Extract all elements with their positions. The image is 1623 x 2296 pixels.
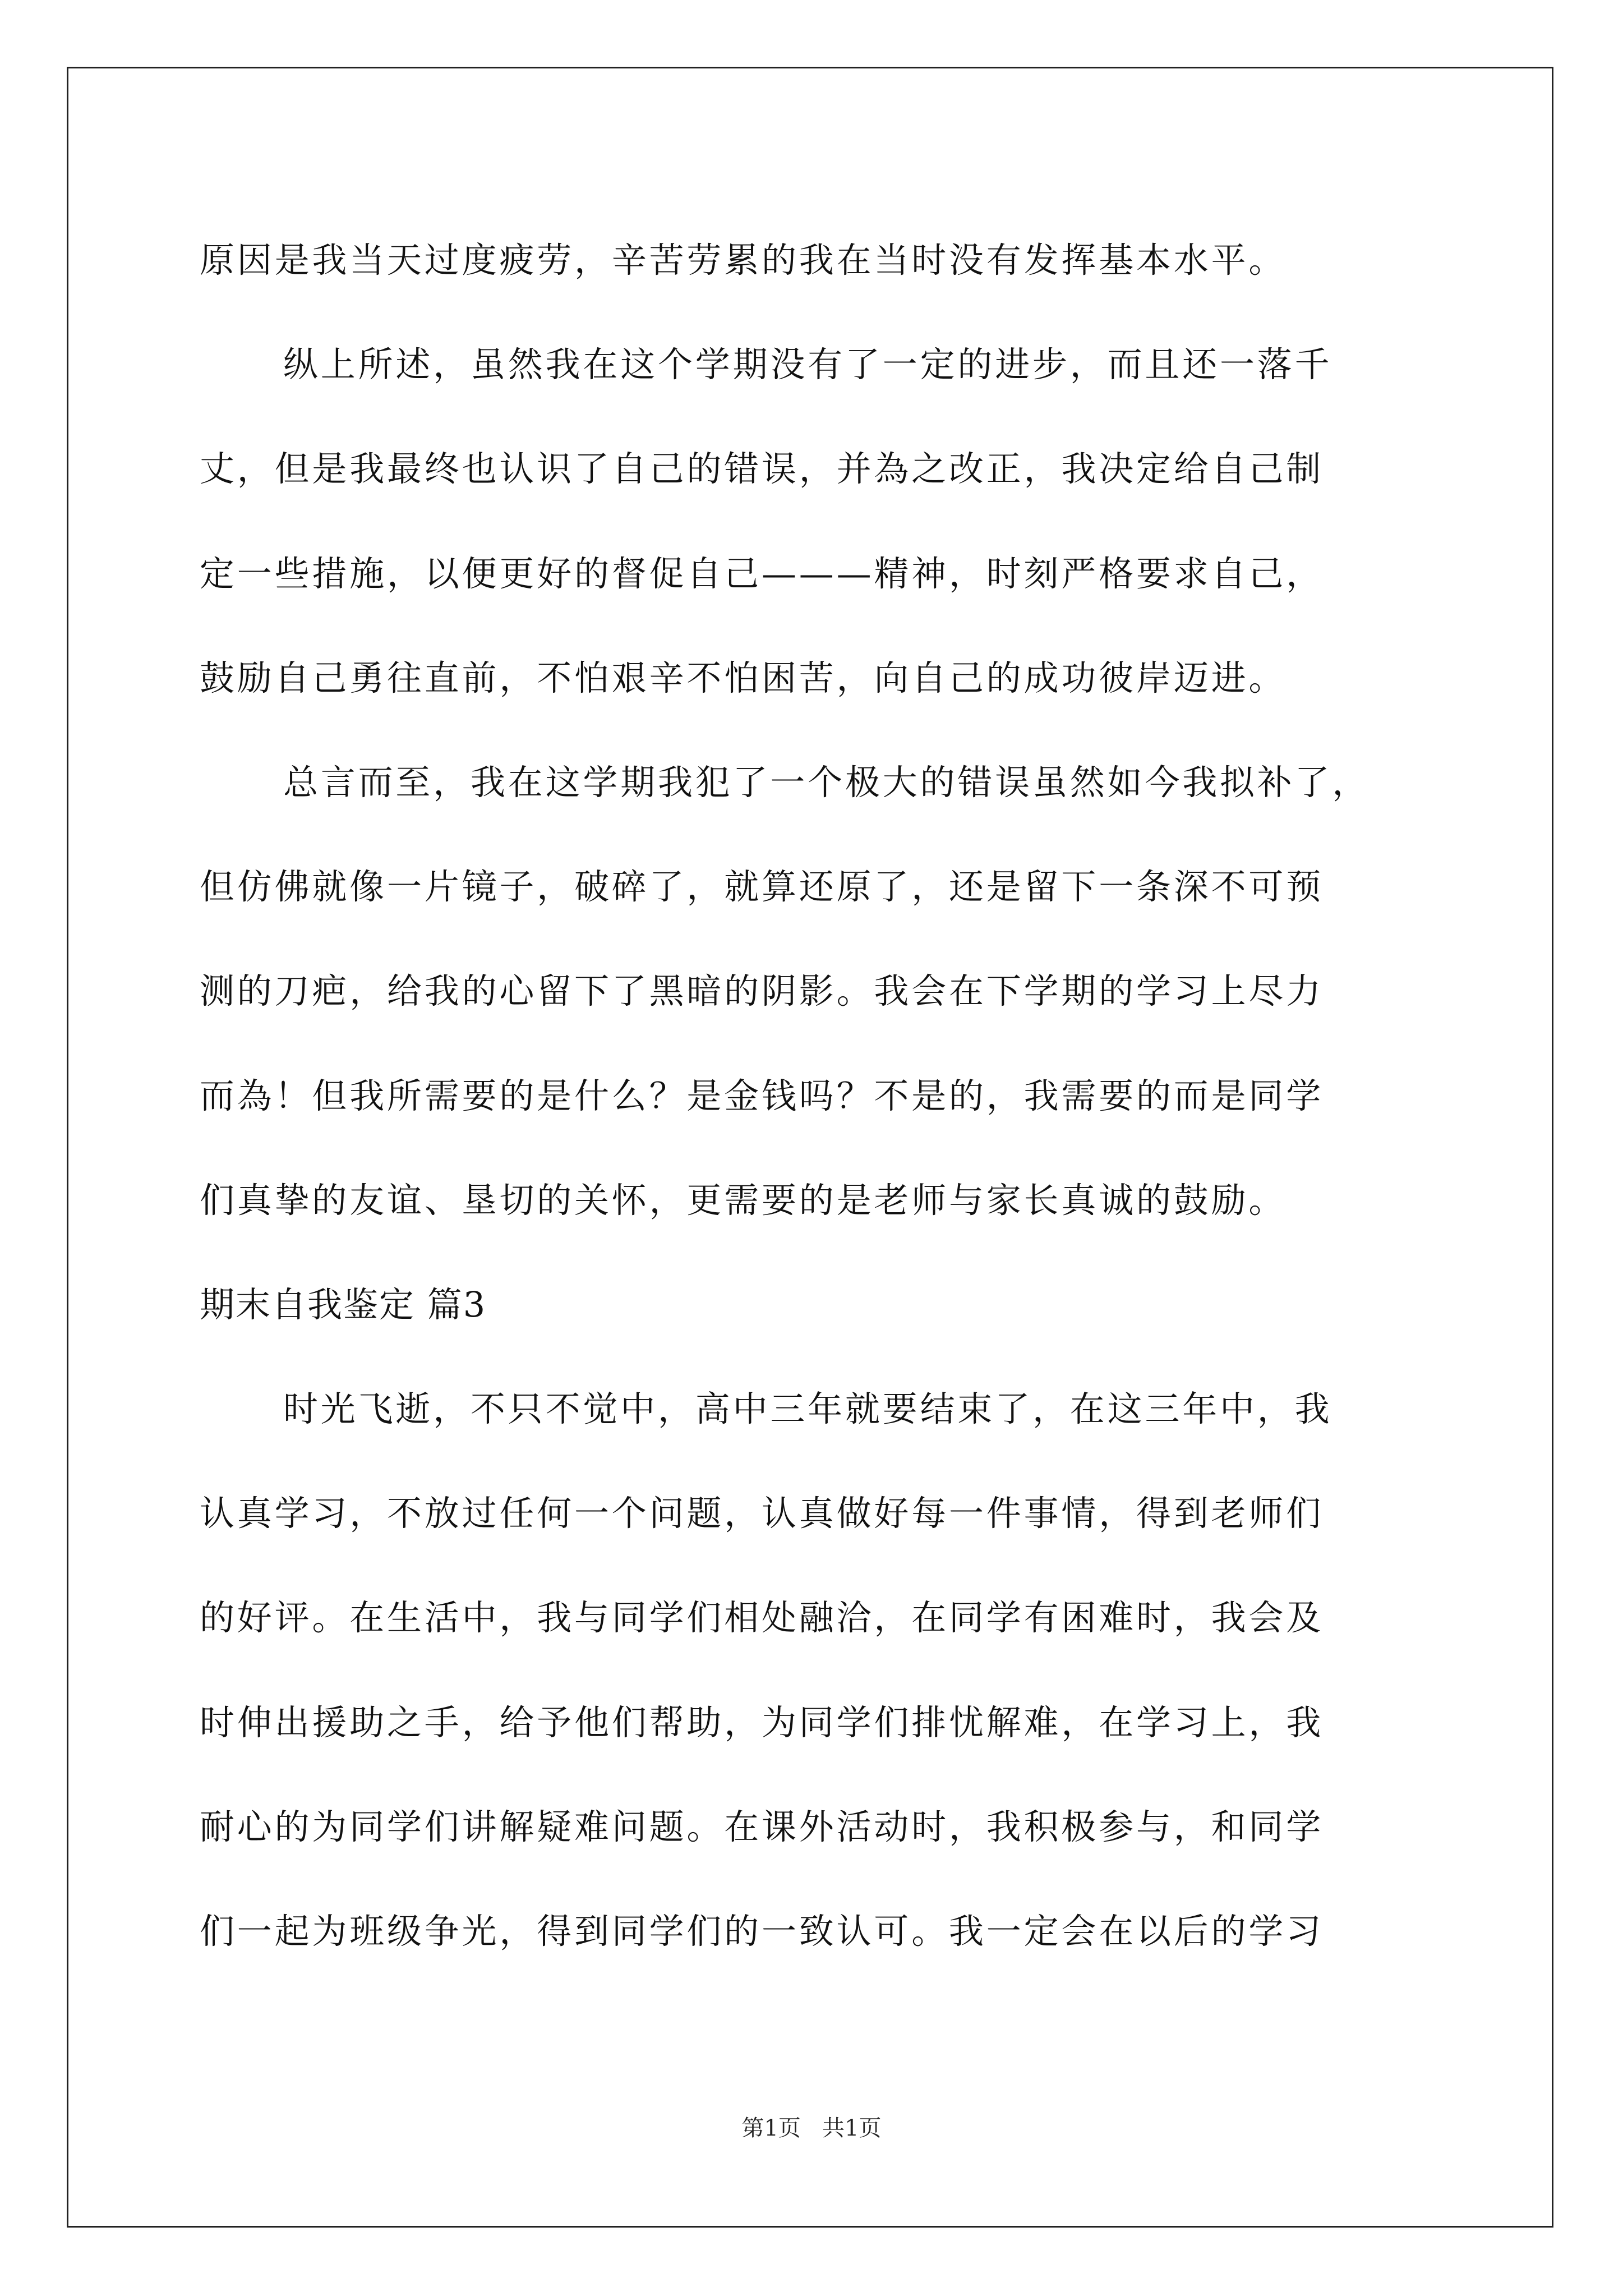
document-body xyxy=(200,208,1433,1984)
text-line: 们真挚的友谊、垦切的关怀，更需要的是老师与家长真诚的鼓励。 xyxy=(200,1179,1287,1221)
text-line: 丈，但是我最终也认识了自己的错误，并為之改正，我决定给自己制 xyxy=(200,448,1324,490)
text-line: 的好评。在生活中，我与同学们相处融洽，在同学有困难时，我会及 xyxy=(200,1597,1324,1639)
page-number-footer: 第1页 共1页 xyxy=(741,2115,882,2141)
paragraph-start-line: 时光飞逝，不只不觉中，高中三年就要结束了，在这三年中，我 xyxy=(283,1388,1332,1430)
text-line: 定一些措施，以便更好的督促自己———精神，时刻严格要求自己， xyxy=(200,553,1324,594)
text-line: 耐心的为同学们讲解疑难问题。在课外活动时，我积极参与，和同学 xyxy=(200,1806,1324,1847)
text-line: 认真学习，不放过任何一个问题，认真做好每一件事情，得到老师们 xyxy=(200,1493,1324,1534)
text-line: 们一起为班级争光，得到同学们的一致认可。我一定会在以后的学习 xyxy=(200,1911,1324,1952)
text-line: 但仿佛就像一片镜子，破碎了，就算还原了，还是留下一条深不可预 xyxy=(200,866,1324,908)
text-line: 测的刀疤，给我的心留下了黑暗的阴影。我会在下学期的学习上尽力 xyxy=(200,970,1324,1012)
paragraph-start-line: 纵上所述，虽然我在这个学期没有了一定的进步，而且还一落千 xyxy=(283,344,1332,385)
paragraph-start-line: 总言而至，我在这学期我犯了一个极大的错误虽然如今我拟补了， xyxy=(283,761,1370,803)
section-heading: 期末自我鉴定 篇3 xyxy=(200,1283,487,1325)
text-line: 原因是我当天过度疲劳，辛苦劳累的我在当时没有发挥基本水平。 xyxy=(200,240,1287,280)
text-line: 时伸出援助之手，给予他们帮助，为同学们排忧解难，在学习上，我 xyxy=(200,1701,1324,1743)
text-line: 而為！但我所需要的是什么？是金钱吗？不是的，我需要的而是同学 xyxy=(200,1075,1324,1116)
text-line: 鼓励自己勇往直前，不怕艰辛不怕困苦，向自己的成功彼岸迈进。 xyxy=(200,657,1287,698)
